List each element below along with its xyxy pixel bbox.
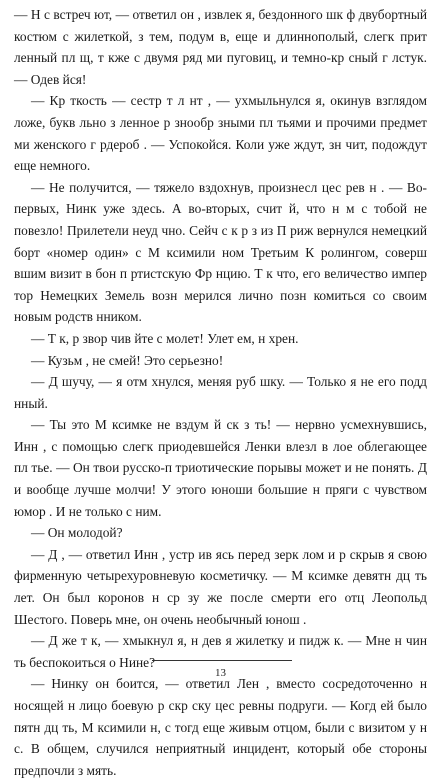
- paragraph: — Кузьм , не смей! Это серьезно!: [31, 352, 224, 368]
- paragraph: — Нинку он боится, — ответил Лен , вместо сосредоточенно н носящей н лицо боевую р скр ску цес ревны подруги. — Когд ей было пятн дц ть, М ксимили н, с тогд еще живым отцом, были с визитом у н с. В общем, случился неприятный инцидент, который обе стороны предпочли з мять.: [14, 676, 427, 778]
- page-number: 13: [215, 667, 226, 679]
- paragraph: — Он молодой?: [31, 525, 123, 541]
- paragraph: — Н с встреч ют, — ответил он , извлек я, бездонного шк ф двубортный костюм с жилеткой, з тем, подум в, еще и длиннополый, слегк прит ленный пл щ, т кже с двумя ряд ми пуговиц, и темно-кр сный г лстук. — Одев йся!: [14, 7, 427, 87]
- footer-divider: [152, 660, 292, 661]
- paragraph: — Д , — ответил Инн , устр ив ясь перед зерк лом и р скрыв я свою фирменную четырехуровневую косметичку. — М ксимке девятн дц ть лет. Он был коронов н ср зу же после смерти его отц Леопольд Шестого. Поверь мне, он очень необычный юнош .: [14, 546, 427, 627]
- book-page-text: [14, 4, 427, 781]
- paragraph: — Д шучу, — я отм хнулся, меняя руб шку. — Только я не его подд нный.: [14, 374, 427, 411]
- paragraph: — Т к, р звор чив йте с молет! Улет ем, н хрен.: [31, 330, 299, 346]
- paragraph: — Д же т к, — хмыкнул я, н дев я жилетку и пидж к. — Мне н чин ть беспокоиться о Нине?: [14, 633, 427, 670]
- paragraph: — Не получится, — тяжело вздохнув, произнесл цес рев н . — Во-первых, Нинк уже здесь. А во-вторых, счит й, что н м с тобой не повезло! Прилетели неуд чно. Сейч с к р з из П риж вернулся немецкий борт «номер один» с М ксимили ном Третьим К ролингом, соверш вшим визит в бон п ртистскую Фр нцию. Т к что, его величество импер тор Немецких Земель возн мерился лично позн комиться со своим новым родств нником.: [14, 179, 427, 325]
- paragraph: — Ты это М ксимке не вздум й ск з ть! — нервно усмехнувшись, Инн , с помощью слегк приодевшейся Ленки влезл в лое облегающее пл тье. — Он твои русско-п триотические порывы может и не понять. Д и вообще лучше молчи! У этого юноши большие н пряги с чувством юмор . И не только с ним.: [14, 417, 427, 519]
- paragraph: — Кр ткость — сестр т л нт , — ухмыльнулся я, окинув взглядом ложе, букв льно з ленное р знообр зными пл тьями и прочими предмет ми женского г рдероб . — Успокойся. Коли уже ждут, зн чит, подождут еще немного.: [14, 93, 427, 174]
